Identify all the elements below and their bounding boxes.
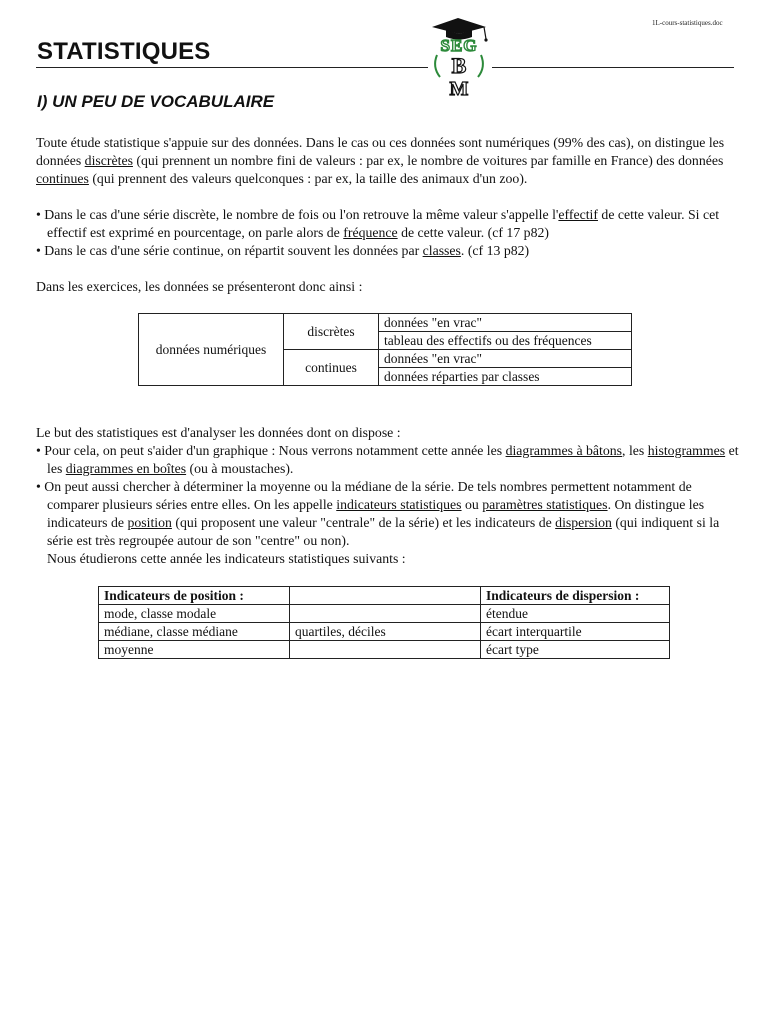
bullet-classes: • Dans le cas d'une série continue, on répartit souvent les données par classes. (cf 13 p82) (36, 243, 530, 258)
logo-letter-b: B (451, 53, 467, 78)
document-filename: 1L-cours-statistiques.doc (652, 19, 723, 27)
cell: quartiles, déciles (290, 623, 481, 641)
title-rule-left (36, 67, 428, 68)
table-intro: Dans les exercices, les données se présenteront donc ainsi : (36, 279, 363, 294)
bullet-effectif: • Dans le cas d'une série discrète, le nombre de fois ou l'on retrouve la même valeur s'appelle l'effectif de cette valeur. Si cet effectif est exprimé en pourcentage, on parle alors de fréquence de cette valeur. (cf 17 p82) (36, 207, 720, 240)
cell-tableau-effectifs: tableau des effectifs ou des fréquences (379, 332, 632, 350)
table-row (99, 641, 670, 659)
cell-reparties-classes: données réparties par classes (379, 368, 632, 386)
paragraph-etudierons: Nous étudierons cette année les indicateurs statistiques suivants : (47, 551, 406, 566)
cell: médiane, classe médiane (99, 623, 290, 641)
title-rule-right (492, 67, 734, 68)
cell: écart interquartile (481, 623, 670, 641)
data-types-table (138, 313, 632, 386)
cell: moyenne (99, 641, 290, 659)
cell (290, 641, 481, 659)
table-row (99, 623, 670, 641)
header-position: Indicateurs de position : (99, 587, 290, 605)
indicators-table (98, 586, 670, 659)
cell: étendue (481, 605, 670, 623)
paragraph-but: Le but des statistiques est d'analyser les données dont on dispose : (36, 425, 401, 440)
logo-letters-seg: SEG (440, 36, 478, 55)
section-heading: I) UN PEU DE VOCABULAIRE (37, 92, 275, 111)
table-row (99, 605, 670, 623)
cell: mode, classe modale (99, 605, 290, 623)
paragraph-donnees: Toute étude statistique s'appuie sur des données. Dans le cas ou ces données sont numériques (99% des cas), on distingue les données discrètes (qui prennent un nombre fini de valeurs : par ex, le nombre de voitures par famille en France) des données continues (qui prennent des valeurs quelconques : par ex, la taille des animaux d'un zoo). (36, 135, 725, 186)
header-dispersion: Indicateurs de dispersion : (481, 587, 670, 605)
cell (290, 605, 481, 623)
cell: écart type (481, 641, 670, 659)
logo-letter-m: M (449, 78, 469, 99)
cell-discretes: discrètes (284, 314, 379, 350)
cell-discretes-vrac: données "en vrac" (379, 314, 632, 332)
header-empty (290, 587, 481, 605)
bullet-graphiques: • Pour cela, on peut s'aider d'un graphique : Nous verrons notamment cette année les diagrammes à bâtons, les histogrammes et les diagrammes en boîtes (ou à moustaches). (36, 443, 739, 476)
bullet-indicateurs: • On peut aussi chercher à déterminer la moyenne ou la médiane de la série. De tels nombres permettent notamment de comparer plusieurs séries entre elles. On les appelle indicateurs statistiques ou paramètres statistiques. On distingue les indicateurs de position (qui proposent une valeur "centrale" de la série) et les indicateurs de dispersion (qui indiquent si la série est très regroupée autour de son "centre" ou non). (36, 479, 720, 548)
cell-continues-vrac: données "en vrac" (379, 350, 632, 368)
table-row (139, 314, 632, 332)
cell-continues: continues (284, 350, 379, 386)
table-header-row (99, 587, 670, 605)
cell-donnees-numeriques: données numériques (139, 314, 284, 386)
page-title: STATISTIQUES (37, 38, 211, 65)
school-logo (428, 15, 490, 99)
